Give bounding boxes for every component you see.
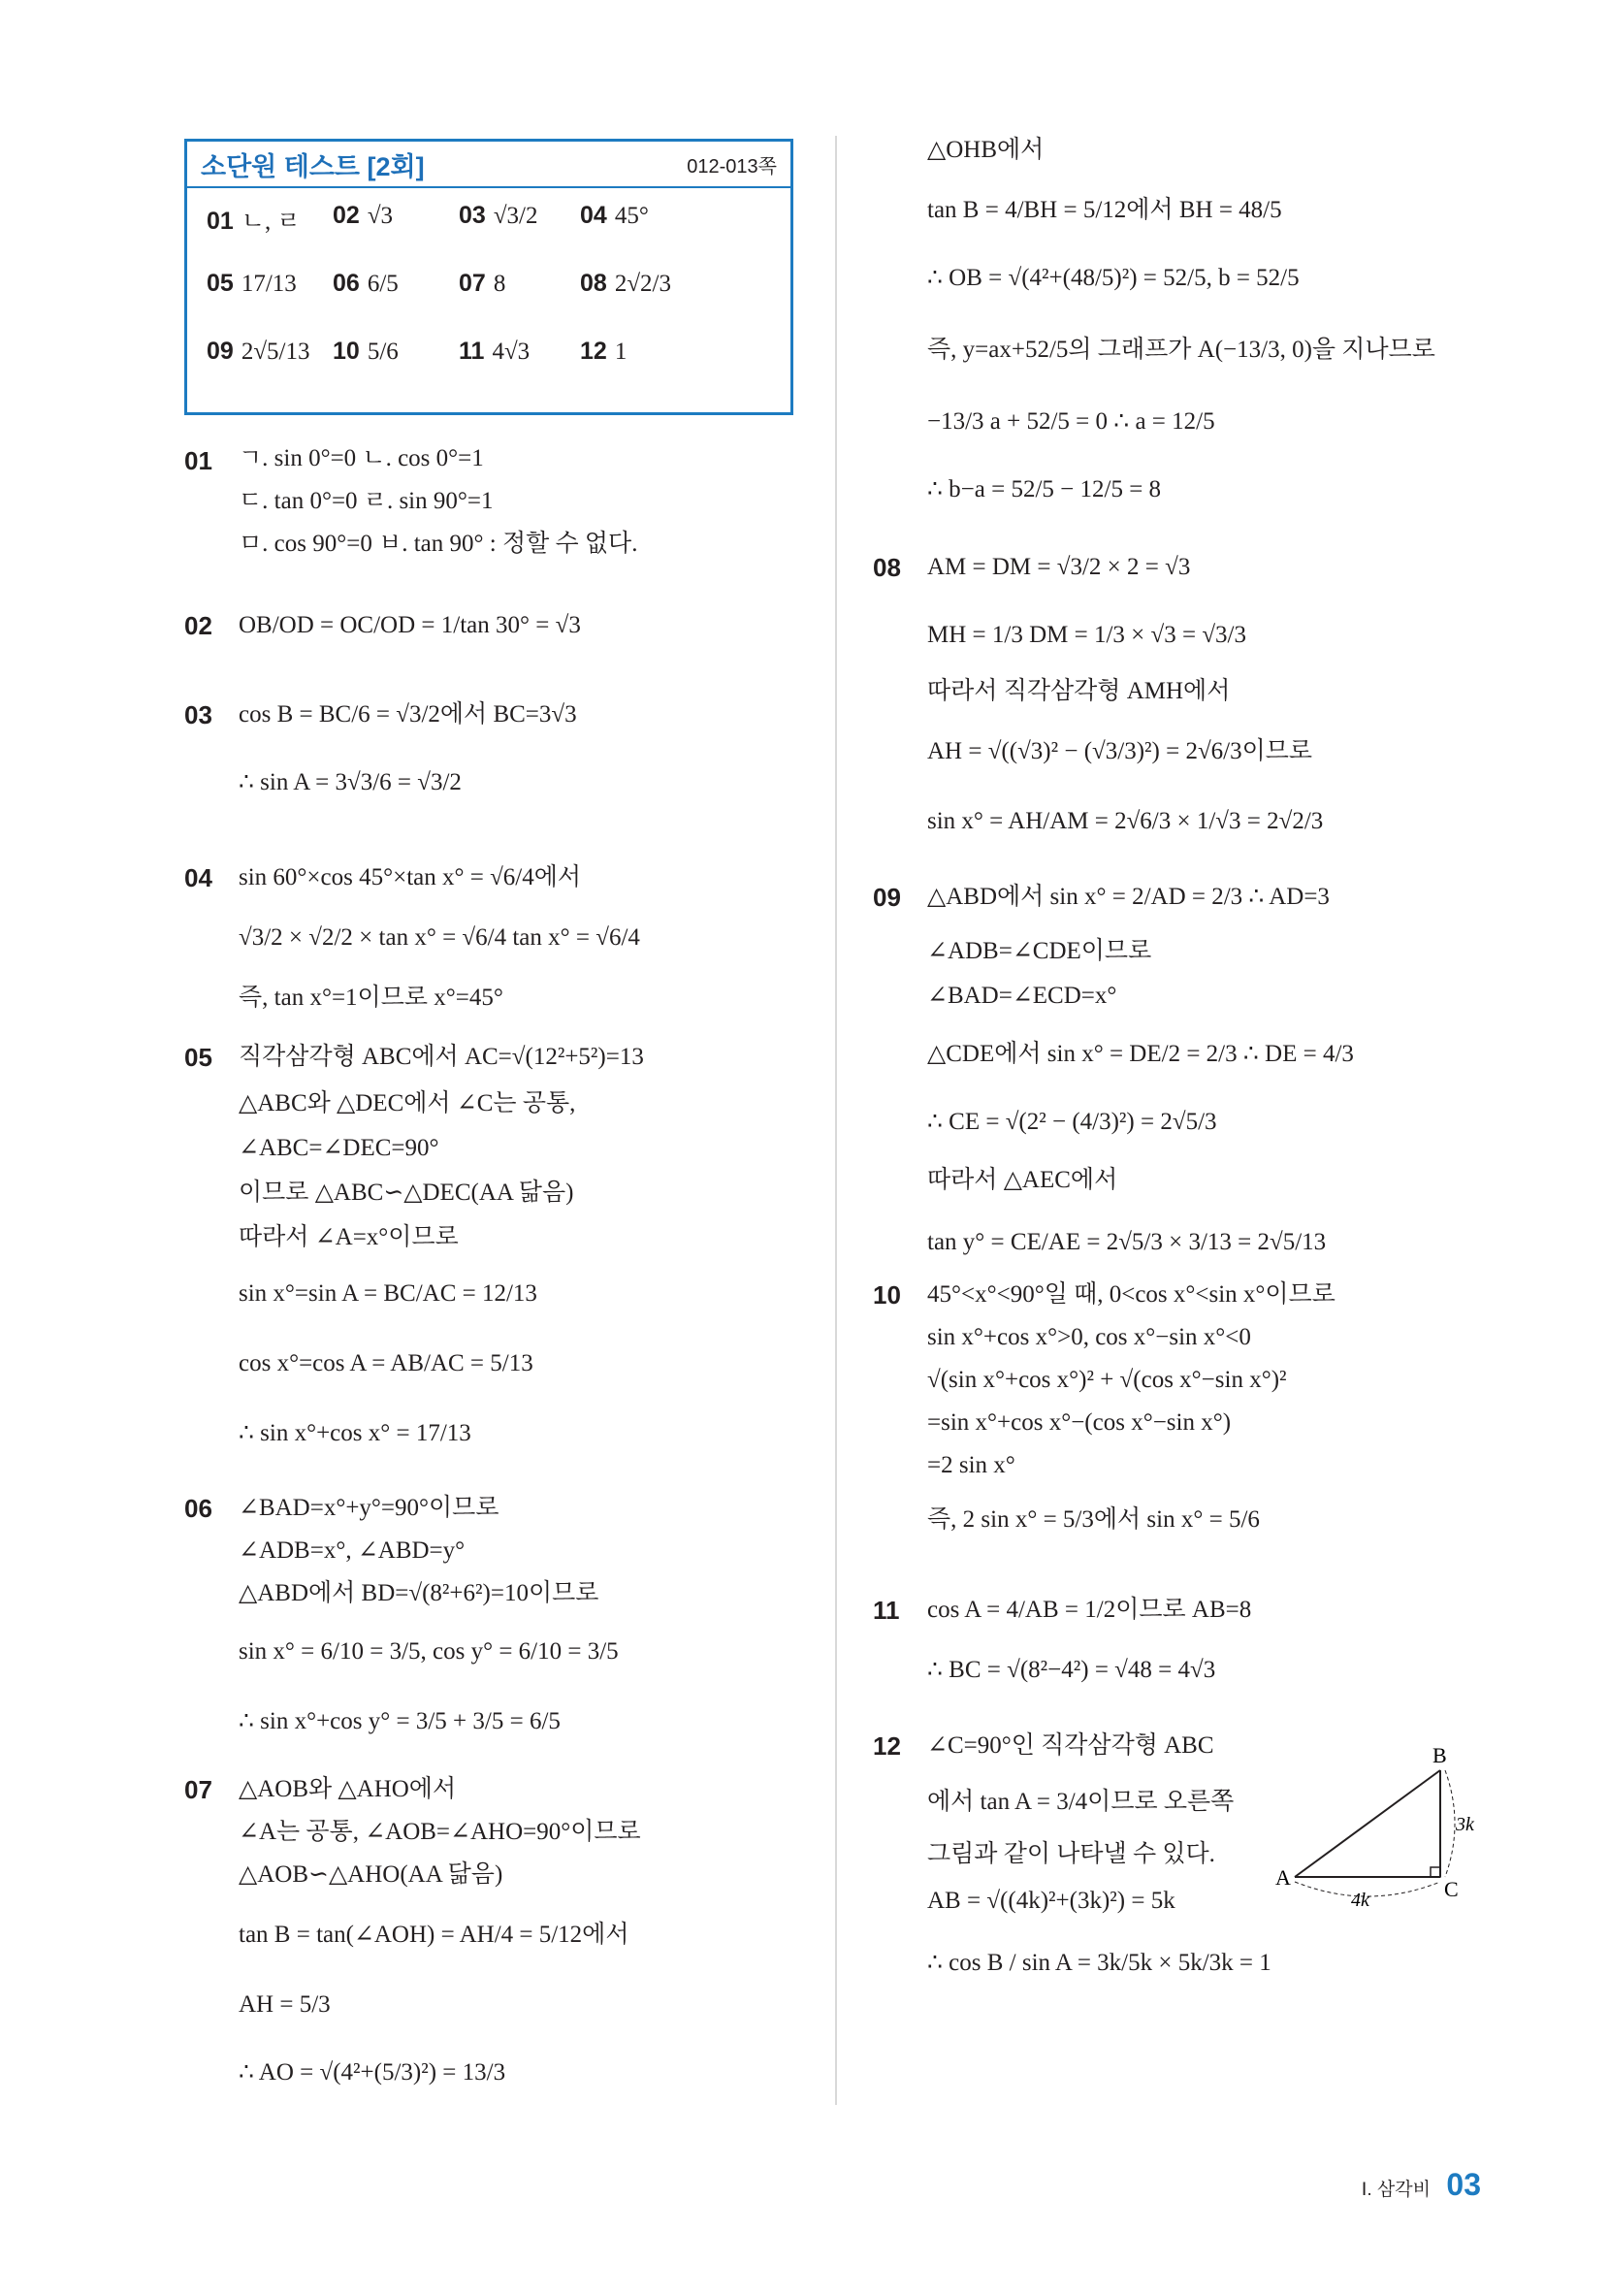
solution-line: ∠BAD=∠ECD=x°: [927, 983, 1117, 1009]
solution-line: sin x°=sin A = BC/AC = 12/13: [239, 1280, 537, 1307]
solution-line: sin x° = AH/AM = 2√6/3 × 1/√3 = 2√2/3: [927, 808, 1324, 834]
solution-line: ∠C=90°인 직각삼각형 ABC: [927, 1732, 1214, 1759]
solution-line: cos A = 4/AB = 1/2이므로 AB=8: [927, 1597, 1252, 1623]
right-triangle-figure: [1266, 1741, 1489, 1906]
solution-line: ㄱ. sin 0°=0 ㄴ. cos 0°=1: [239, 445, 484, 471]
solution-number: 06: [184, 1494, 212, 1523]
solution-line: MH = 1/3 DM = 1/3 × √3 = √3/3: [927, 622, 1246, 648]
vertex-a-label: A: [1275, 1865, 1291, 1890]
solution-line: AH = 5/3: [239, 1991, 331, 2018]
solution-line: sin x°+cos x°>0, cos x°−sin x°<0: [927, 1324, 1251, 1350]
solution-line: ∴ AO = √(4²+(5/3)²) = 13/3: [239, 2059, 506, 2086]
answer-item: 11 4√3: [459, 338, 531, 365]
answer-item: 10 5/6: [333, 338, 399, 365]
solution-line: ∴ CE = √(2² − (4/3)²) = 2√5/3: [927, 1109, 1217, 1135]
solution-line: tan B = tan(∠AOH) = AH/4 = 5/12에서: [239, 1922, 629, 1948]
solution-line: △CDE에서 sin x° = DE/2 = 2/3 ∴ DE = 4/3: [927, 1041, 1354, 1067]
solution-number: 11: [873, 1596, 900, 1625]
solution-line: ∴ sin x°+cos y° = 3/5 + 3/5 = 6/5: [239, 1708, 561, 1734]
solution-line: tan y° = CE/AE = 2√5/3 × 3/13 = 2√5/13: [927, 1229, 1327, 1255]
solution-line: △AOB와 △AHO에서: [239, 1776, 457, 1802]
solution-line: △AOB∽△AHO(AA 닮음): [239, 1861, 503, 1888]
solution-line: ∠ADB=∠CDE이므로: [927, 938, 1152, 964]
solution-number: 03: [184, 700, 212, 729]
solution-line: △ABD에서 sin x° = 2/AD = 2/3 ∴ AD=3: [927, 884, 1330, 910]
solution-number: 10: [873, 1280, 901, 1310]
side-bc-label: 3k: [1456, 1814, 1474, 1835]
answer-item: 05 17/13: [207, 270, 297, 297]
answer-box-title: 소단원 테스트 [2회]: [201, 151, 425, 181]
answer-item: 09 2√5/13: [207, 338, 310, 365]
solution-line: ∴ cos B / sin A = 3k/5k × 5k/3k = 1: [927, 1950, 1271, 1976]
solution-number: 09: [873, 883, 901, 912]
solution-line: cos B = BC/6 = √3/2에서 BC=3√3: [239, 701, 577, 728]
solution-number: 07: [184, 1775, 212, 1804]
solution-line: 따라서 직각삼각형 AMH에서: [927, 678, 1231, 704]
solution-line: 즉, 2 sin x° = 5/3에서 sin x° = 5/6: [927, 1506, 1260, 1533]
answer-item: 01 ㄴ, ㄹ: [207, 208, 301, 235]
solution-line: ∴ sin x°+cos x° = 17/13: [239, 1420, 471, 1446]
solution-line: 즉, y=ax+52/5의 그래프가 A(−13/3, 0)을 지나므로: [927, 337, 1435, 363]
hypotenuse-ab: [1295, 1770, 1440, 1877]
solution-line: 직각삼각형 ABC에서 AC=√(12²+5²)=13: [239, 1044, 644, 1070]
solution-line: OB/OD = OC/OD = 1/tan 30° = √3: [239, 612, 581, 638]
vertex-c-label: C: [1444, 1877, 1459, 1901]
solution-line: =sin x°+cos x°−(cos x°−sin x°): [927, 1409, 1232, 1436]
solution-number: 05: [184, 1043, 212, 1072]
solution-line: ∴ BC = √(8²−4²) = √48 = 4√3: [927, 1657, 1216, 1683]
page-footer: [1362, 2167, 1481, 2203]
right-angle-mark: [1431, 1867, 1440, 1877]
solution-line: △OHB에서: [927, 137, 1045, 163]
vertex-b-label: B: [1432, 1743, 1447, 1767]
solution-line: 45°<x°<90°일 때, 0<cos x°<sin x°이므로: [927, 1281, 1335, 1308]
answer-item: 12 1: [580, 338, 628, 365]
solution-number: 08: [873, 553, 901, 582]
solution-number: 12: [873, 1731, 901, 1761]
solution-line: AM = DM = √3/2 × 2 = √3: [927, 554, 1191, 580]
answer-item: 02 √3: [333, 202, 394, 229]
solution-line: AH = √((√3)² − (√3/3)²) = 2√6/3이므로: [927, 738, 1313, 764]
answer-item: 06 6/5: [333, 270, 399, 297]
solution-line: △ABC와 △DEC에서 ∠C는 공통,: [239, 1090, 576, 1116]
section-label: Ⅰ. 삼각비: [1361, 2180, 1431, 2200]
solution-line: 따라서 ∠A=x°이므로: [239, 1224, 459, 1250]
solution-line: ∠BAD=x°+y°=90°이므로: [239, 1495, 499, 1521]
solution-line: ∠ABC=∠DEC=90°: [239, 1135, 439, 1161]
side-ac-label: 4k: [1351, 1890, 1369, 1906]
page-number: 03: [1446, 2167, 1481, 2202]
solution-line: ∴ OB = √(4²+(48/5)²) = 52/5, b = 52/5: [927, 265, 1300, 291]
solution-line: cos x°=cos A = AB/AC = 5/13: [239, 1350, 533, 1376]
solution-line: −13/3 a + 52/5 = 0 ∴ a = 12/5: [927, 408, 1215, 435]
solution-number: 02: [184, 611, 212, 640]
solution-line: 그림과 같이 나타낼 수 있다.: [927, 1841, 1215, 1867]
solution-line: 즉, tan x°=1이므로 x°=45°: [239, 985, 503, 1011]
solution-line: tan B = 4/BH = 5/12에서 BH = 48/5: [927, 197, 1282, 223]
answer-item: 04 45°: [580, 202, 649, 229]
solution-line: ∴ sin A = 3√3/6 = √3/2: [239, 769, 462, 795]
solution-line: AB = √((4k)²+(3k)²) = 5k: [927, 1888, 1175, 1914]
solution-line: ㅁ. cos 90°=0 ㅂ. tan 90° : 정할 수 없다.: [239, 531, 638, 557]
solution-number: 04: [184, 863, 212, 892]
solution-line: ㄷ. tan 0°=0 ㄹ. sin 90°=1: [239, 488, 494, 514]
solution-line: sin x° = 6/10 = 3/5, cos y° = 6/10 = 3/5: [239, 1638, 619, 1665]
brace-bc: [1445, 1770, 1455, 1877]
solution-line: ∠ADB=x°, ∠ABD=y°: [239, 1537, 466, 1564]
answer-box-pages: 012-013쪽: [687, 155, 777, 178]
answer-item: 07 8: [459, 270, 506, 297]
answer-grid: [187, 188, 790, 411]
solution-line: 이므로 △ABC∽△DEC(AA 닮음): [239, 1180, 574, 1206]
solution-line: △ABD에서 BD=√(8²+6²)=10이므로: [239, 1580, 599, 1606]
column-divider: [835, 136, 837, 2105]
solution-line: sin 60°×cos 45°×tan x° = √6/4에서: [239, 864, 582, 890]
solution-line: ∴ b−a = 52/5 − 12/5 = 8: [927, 476, 1162, 502]
solution-line: 에서 tan A = 3/4이므로 오른쪽: [927, 1789, 1235, 1815]
solution-line: 따라서 △AEC에서: [927, 1167, 1118, 1193]
solution-line: =2 sin x°: [927, 1452, 1015, 1478]
solution-line: √3/2 × √2/2 × tan x° = √6/4 tan x° = √6/4: [239, 924, 640, 951]
answer-item: 08 2√2/3: [580, 270, 671, 297]
solution-line: ∠A는 공통, ∠AOB=∠AHO=90°이므로: [239, 1819, 641, 1845]
answer-summary-box: [184, 139, 793, 415]
solution-line: √(sin x°+cos x°)² + √(cos x°−sin x°)²: [927, 1367, 1287, 1393]
answer-item: 03 √3/2: [459, 202, 538, 229]
answer-box-header: [187, 142, 790, 188]
solution-number: 01: [184, 446, 212, 475]
